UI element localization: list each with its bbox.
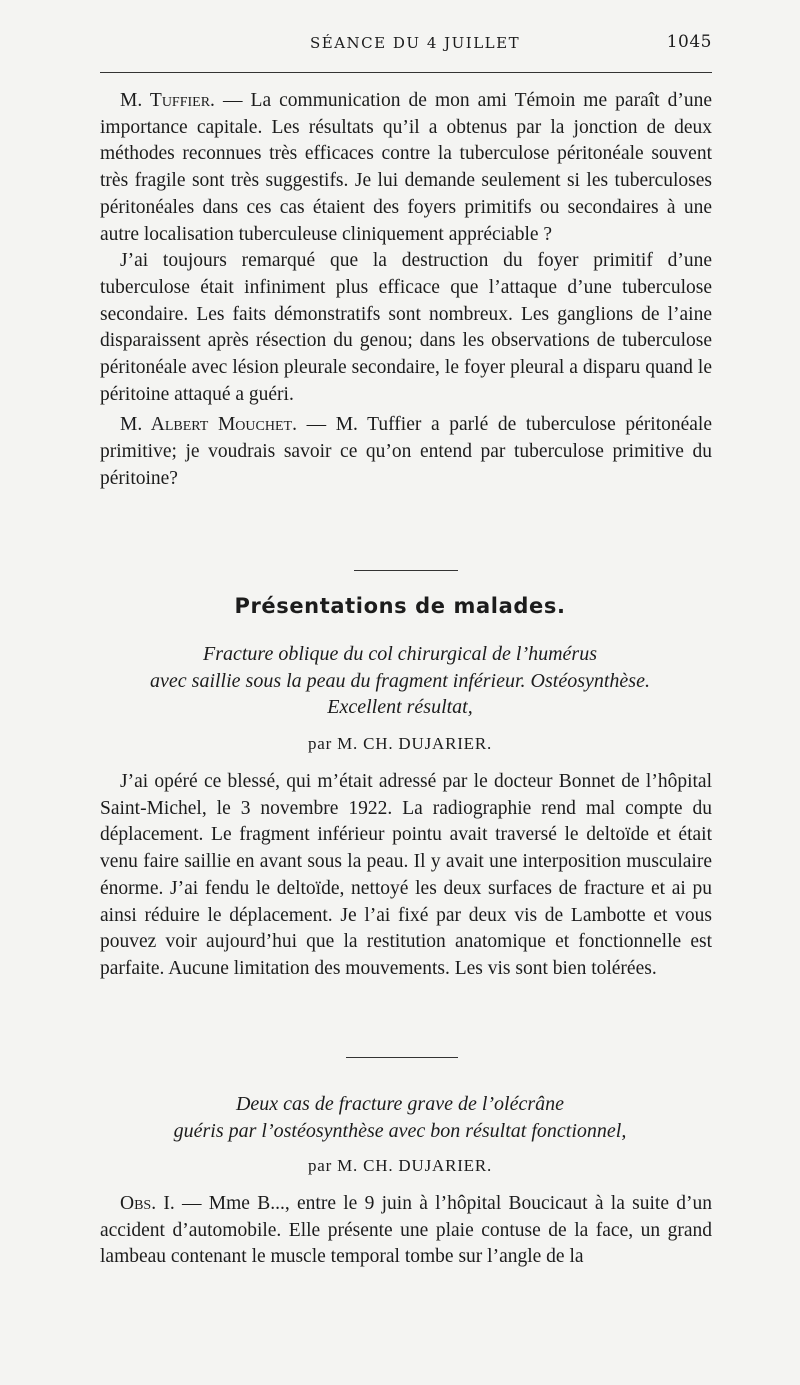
title-line: Excellent résultat,	[327, 696, 473, 718]
title-line: Deux cas de fracture grave de l’olécrâne	[235, 1093, 565, 1115]
presentation-title	[100, 641, 700, 721]
paragraph	[100, 1191, 712, 1271]
discussion-tuffier	[100, 88, 712, 493]
section-heading: Présentations de malades.	[234, 594, 566, 618]
paragraph: J’ai toujours remarqué que la destruction du foyer primitif d’une tuberculose était infiniment plus efficace que l’attaque d’une tuberculose secondaire. Les faits démonstratifs sont nombreux. Les ganglions de l’aine disparaissent après résection du genou; dans les observations de tuberculose péritonéale avec lésion pleurale secondaire, le foyer pleural a disparu quand le péritoine attaqué a guéri.	[100, 250, 712, 405]
presentation-title	[100, 1091, 700, 1144]
section-divider	[354, 570, 458, 571]
paragraph-text: — La communication de mon ami Témoin me paraît d’une importance capitale. Les résultats qu’il a obtenus par la jonction de deux méthodes reconnues très efficaces contre la tuberculose péritonéale souvent très fragile sont très suggestifs. Je lui demande seulement si les tuberculoses péritonéales dans ces cas étaient des foyers primitifs ou secondaires à une autre localisation tuberculeuse cliniquement appréciable ?	[100, 90, 712, 245]
title-line: guéris par l’ostéosynthèse avec bon résultat fonctionnel,	[173, 1119, 627, 1142]
paragraph	[100, 88, 712, 248]
paragraph: J’ai opéré ce blessé, qui m’était adressé par le docteur Bonnet de l’hôpital Saint-Michel, le 3 novembre 1922. La radiographie rend mal compte du déplacement. Le fragment inférieur pointu avait traversé le deltoïde et était venu faire saillie en avant sous la peau. Il y avait une interposition musculaire énorme. J’ai fendu le deltoïde, nettoyé les deux surfaces de fracture et ai pu ainsi réduire le déplacement. Je l’ai fixé par deux vis de Lambotte et vous pouvez voir aujourd’hui que la restitution anatomique et fonctionnelle est parfaite. Aucune limitation des mouvements. Les vis sont bien tolérées.	[100, 771, 712, 979]
speaker-name: M. Albert Mouchet.	[120, 414, 297, 436]
byline: par M. CH. DUJARIER.	[307, 734, 493, 753]
paragraph-text: — M. Tuffier a parlé de tuberculose péritonéale primitive; je voudrais savoir ce qu’on entend par tuberculose primitive du péritoine?	[100, 414, 713, 489]
header-rule	[100, 72, 712, 73]
observation-label: Obs. I.	[120, 1193, 175, 1214]
presentation-body	[100, 769, 712, 983]
page-number: 1045	[666, 32, 712, 52]
byline: par M. CH. DUJARIER.	[307, 1156, 493, 1175]
section-divider	[346, 1057, 458, 1058]
speaker-name: M. Tuffier.	[120, 90, 215, 111]
observation-text	[100, 1191, 712, 1271]
paragraph-text: — Mme B..., entre le 9 juin à l’hôpital Boucicaut à la suite d’un accident d’automobile. Elle présente une plaie contuse de la face, un grand lambeau contenant le muscle temporal tombe sur l’angle de la	[100, 1193, 712, 1268]
title-line: Fracture oblique du col chirurgical de l’humérus	[202, 643, 597, 665]
header-title: SÉANCE DU 4 JUILLET	[310, 34, 521, 52]
title-line: avec saillie sous la peau du fragment inférieur. Ostéosynthèse.	[150, 669, 650, 692]
running-header	[100, 26, 712, 56]
paragraph	[100, 412, 712, 492]
